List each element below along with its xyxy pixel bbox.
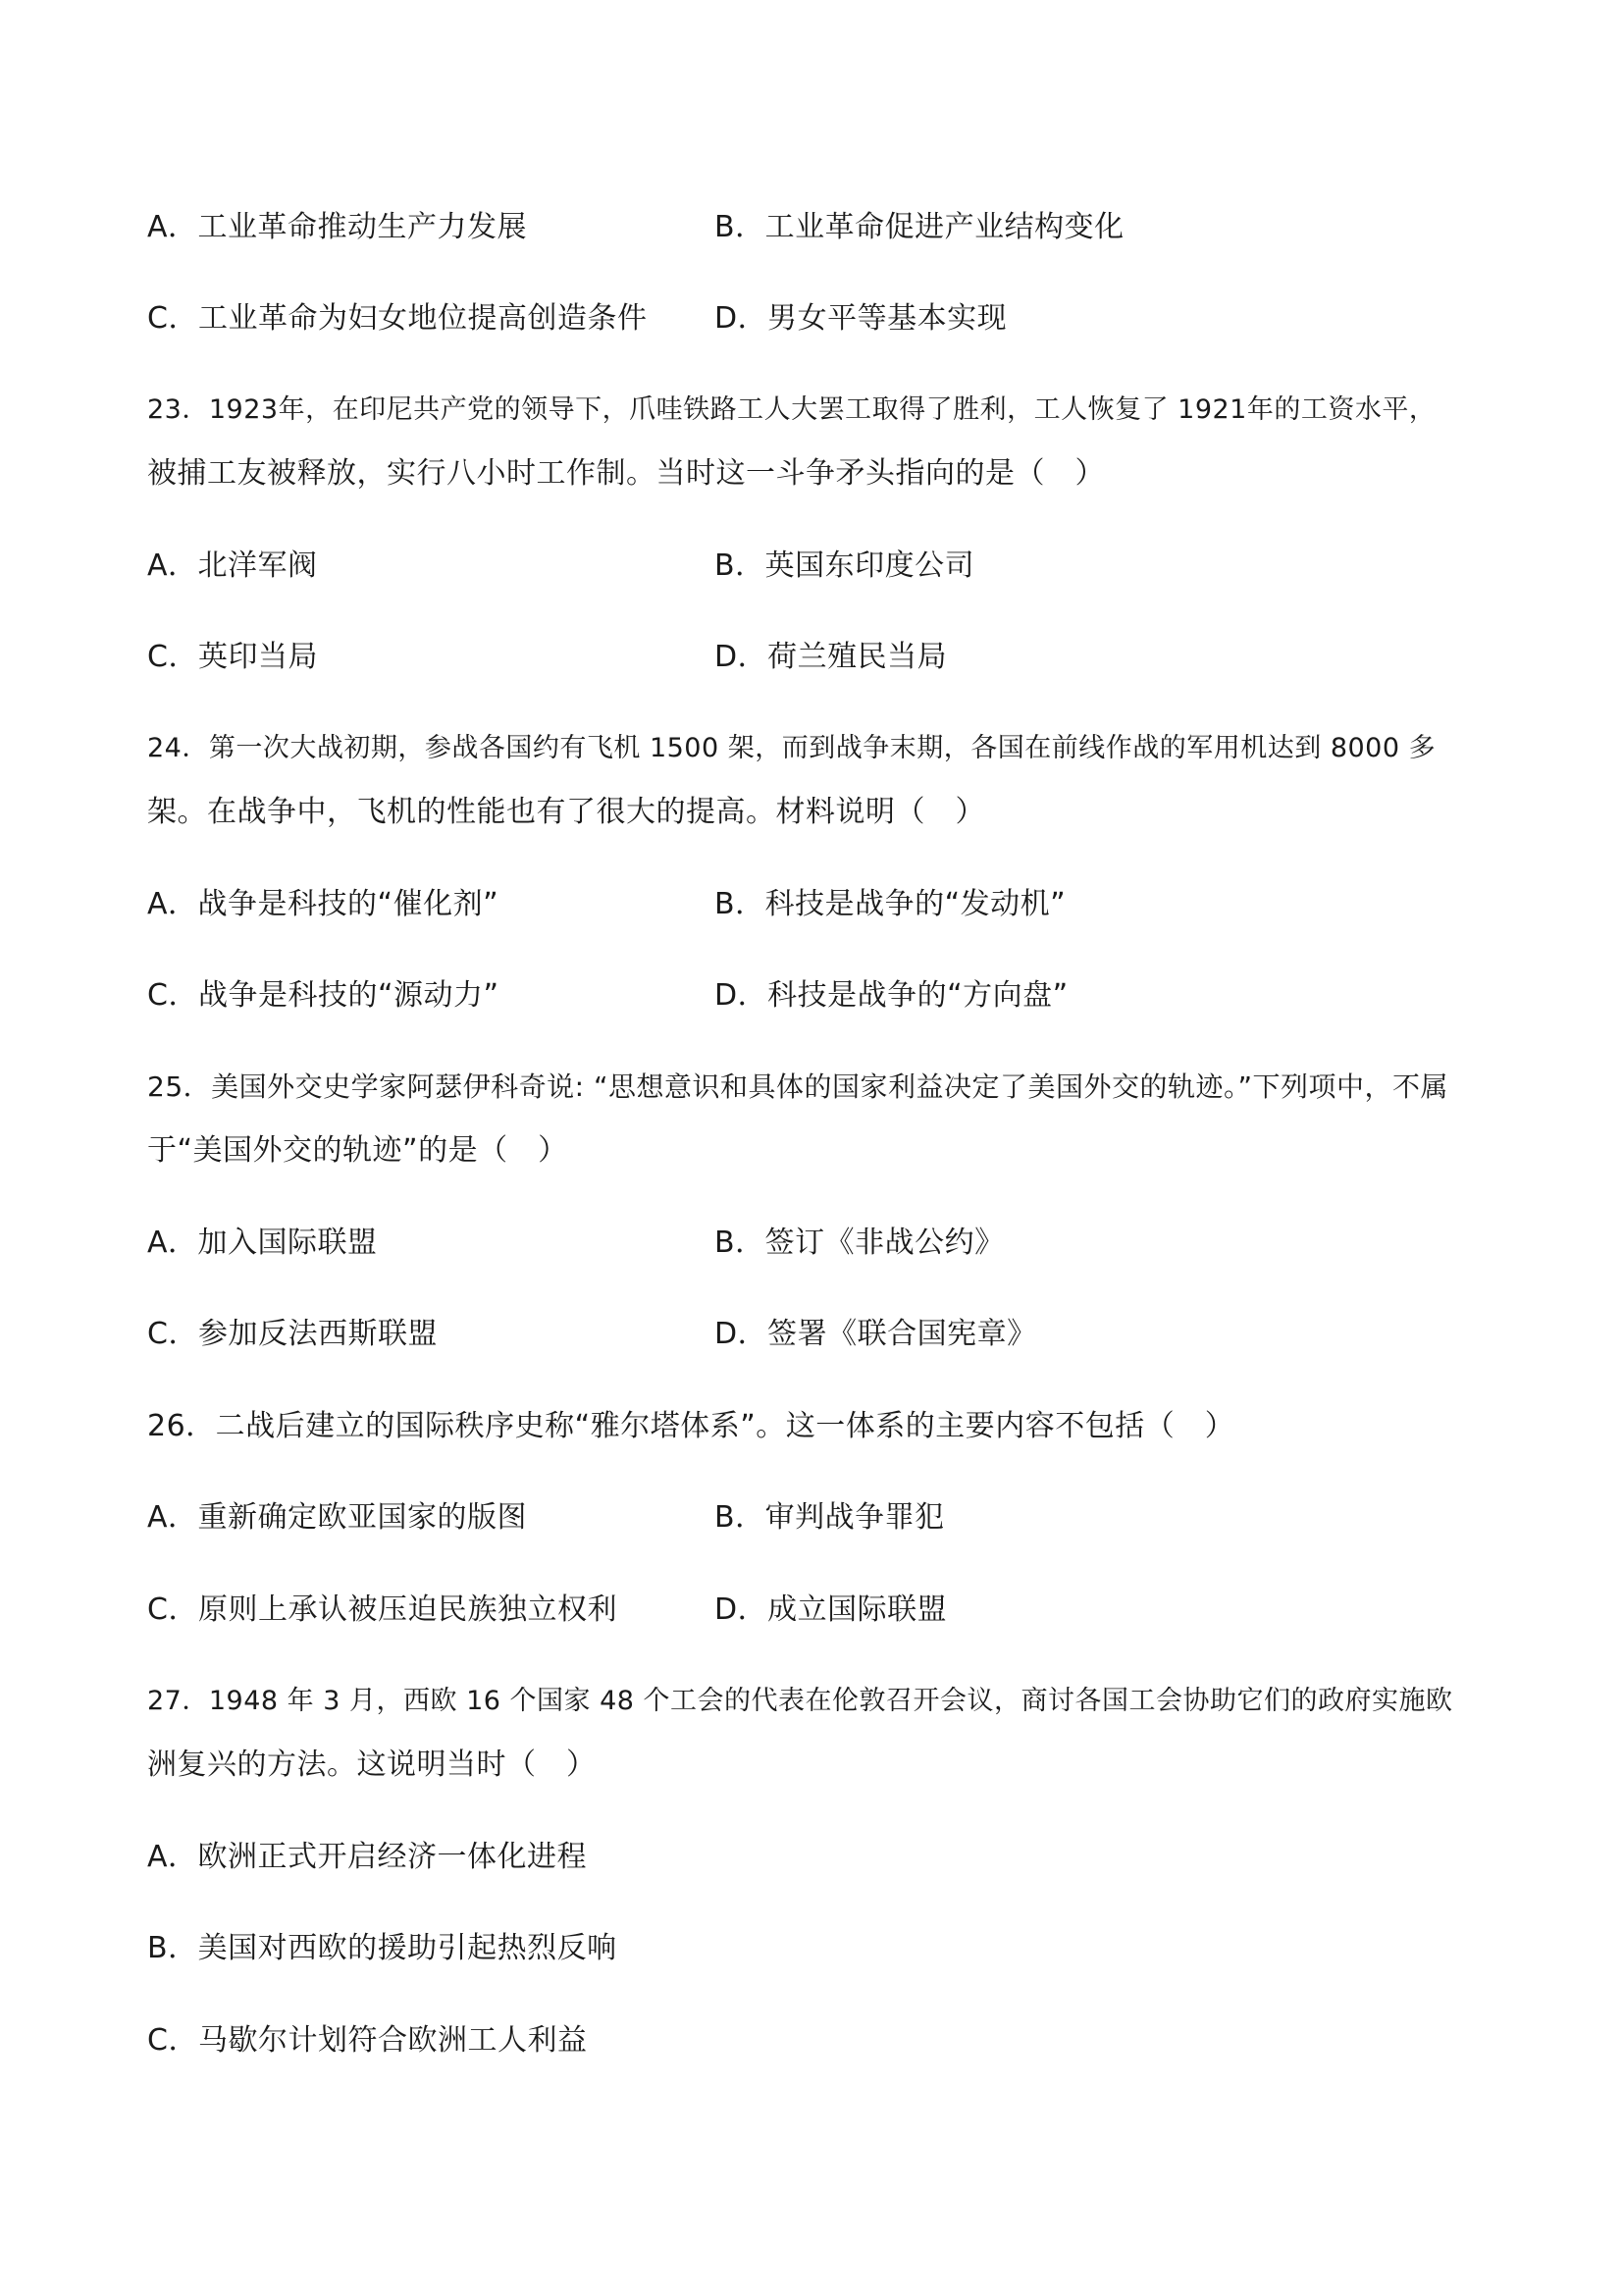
q24-option-b: B．科技是战争的“发动机” [714, 887, 1067, 921]
q27-option-b: B．美国对西欧的援助引起热烈反响 [147, 1931, 617, 1965]
q25-option-b: B．签订《非战公约》 [714, 1226, 1005, 1260]
q25-option-c: C．参加反法西斯联盟 [147, 1317, 438, 1351]
q23-option-c: C．英印当局 [147, 640, 318, 674]
q25-option-a: A．加入国际联盟 [147, 1226, 378, 1260]
q26-option-c: C．原则上承认被压迫民族独立权利 [147, 1592, 617, 1627]
q23-option-a: A．北洋军阀 [147, 548, 318, 583]
q22-option-d: D．男女平等基本实现 [714, 301, 1008, 336]
q24-option-c: C．战争是科技的“源动力” [147, 978, 499, 1013]
q26-stem-line1: 26．二战后建立的国际秩序史称“雅尔塔体系”。这一体系的主要内容不包括（ ） [147, 1409, 1235, 1443]
q24-stem-line2: 架。在战争中，飞机的性能也有了很大的提高。材料说明（ ） [147, 795, 985, 829]
q24-option-a: A．战争是科技的“催化剂” [147, 887, 499, 921]
q23-stem-line1: 23．1923年，在印尼共产党的领导下，爪哇铁路工人大罢工取得了胜利，工人恢复了 1921年的工资水平， [147, 394, 1437, 425]
q27-option-a: A．欧洲正式开启经济一体化进程 [147, 1840, 588, 1874]
q27-stem-line2: 洲复兴的方法。这说明当时（ ） [147, 1748, 597, 1782]
q23-option-b: B．英国东印度公司 [714, 548, 975, 583]
q22-option-b: B．工业革命促进产业结构变化 [714, 210, 1125, 244]
q22-option-a: A．工业革命推动生产力发展 [147, 210, 528, 244]
q27-stem-line1: 27．1948 年 3 月，西欧 16 个国家 48 个工会的代表在伦敦召开会议，商讨各国工会协助它们的政府实施欧 [147, 1686, 1453, 1716]
q25-stem-line2: 于“美国外交的轨迹”的是（ ） [147, 1133, 568, 1168]
q23-option-d: D．荷兰殖民当局 [714, 640, 948, 674]
q25-option-d: D．签署《联合国宪章》 [714, 1317, 1037, 1351]
q23-stem-line2: 被捕工友被释放，实行八小时工作制。当时这一斗争矛头指向的是（ ） [147, 456, 1105, 491]
q26-option-b: B．审判战争罪犯 [714, 1500, 945, 1535]
q26-option-d: D．成立国际联盟 [714, 1592, 948, 1627]
q27-option-c: C．马歇尔计划符合欧洲工人利益 [147, 2023, 588, 2058]
q22-option-c: C．工业革命为妇女地位提高创造条件 [147, 301, 648, 336]
q26-option-a: A．重新确定欧亚国家的版图 [147, 1500, 528, 1535]
q25-stem-line1: 25．美国外交史学家阿瑟伊科奇说: “思想意识和具体的国家利益决定了美国外交的轨迹。”下列项中，不属 [147, 1070, 1448, 1103]
q24-option-d: D．科技是战争的“方向盘” [714, 978, 1069, 1013]
q24-stem-line1: 24．第一次大战初期，参战各国约有飞机 1500 架，而到战争末期，各国在前线作战的军用机达到 8000 多 [147, 733, 1437, 763]
